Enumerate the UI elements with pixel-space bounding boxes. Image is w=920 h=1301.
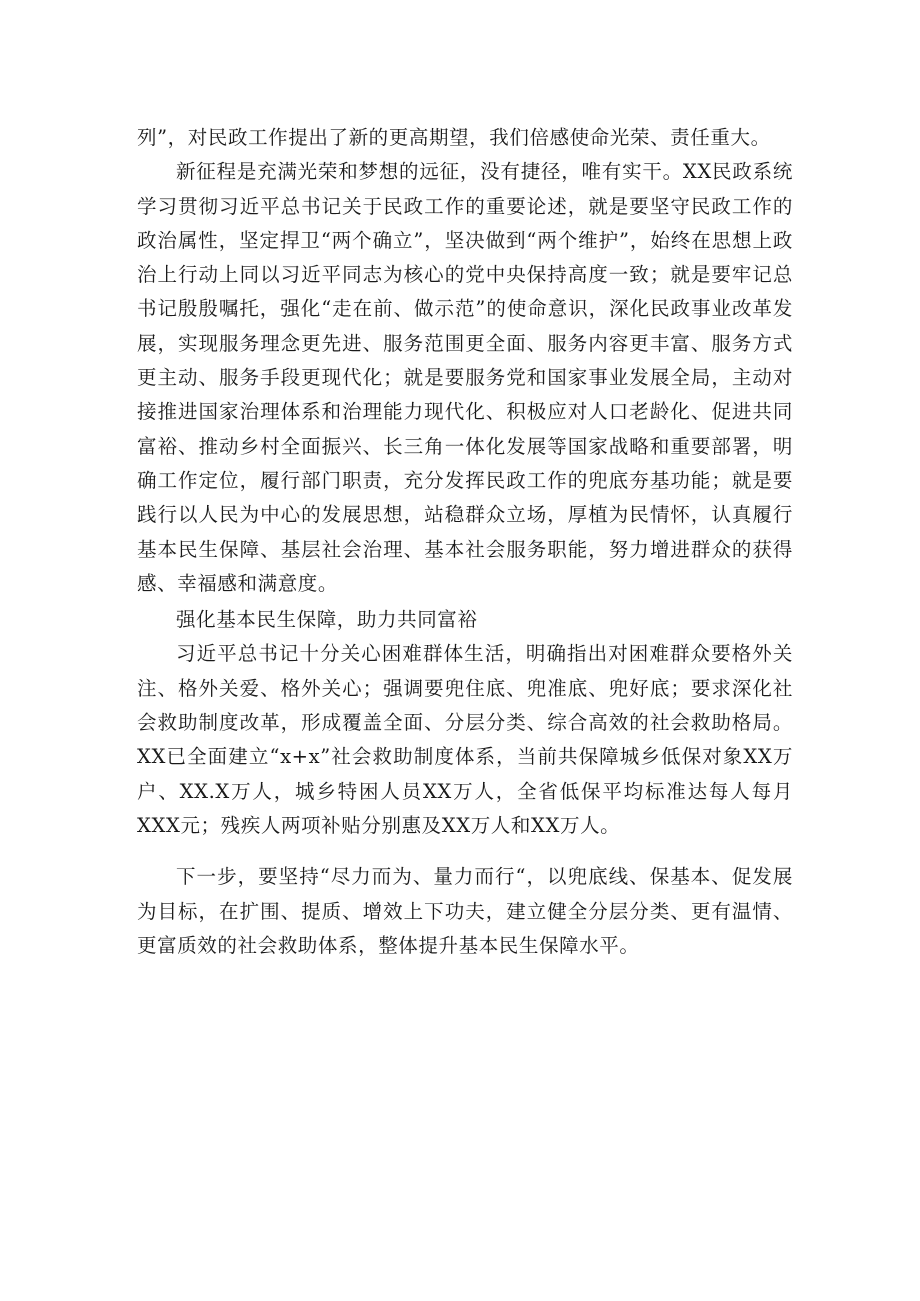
document-body: [137, 121, 793, 963]
section-heading: 强化基本民生保障，助力共同富裕: [176, 608, 478, 632]
paragraph-social-assistance: 习近平总书记十分关心困难群体生活，明确指出对困难群众要格外关注、格外关爱、格外关心；强调要兜住底、兜准底、兜好底；要求深化社会救助制度改革，形成覆盖全面、分层分类、综合高效的社会救助格局。XX已全面建立“x+x”社会救助制度体系，当前共保障城乡低保对象XX万户、XX.X万人，城乡特困人员XX万人，全省低保平均标准达每人每月XXX元；残疾人两项补贴分别惠及XX万人和XX万人。: [137, 642, 793, 837]
paragraph-spacer: [137, 843, 793, 860]
paragraph-new-journey: 新征程是充满光荣和梦想的远征，没有捷径，唯有实干。XX民政系统学习贯彻习近平总书记关于民政工作的重要论述，就是要坚守民政工作的政治属性，坚定捍卫“两个确立”，坚决做到“两个维护”，始终在思想上政治上行动上同以习近平同志为核心的党中央保持高度一致；就是要牢记总书记殷殷嘱托，强化“走在前、做示范”的使命意识，深化民政事业改革发展，实现服务理念更先进、服务范围更全面、服务内容更丰富、服务方式更主动、服务手段更现代化；就是要服务党和国家事业发展全局，主动对接推进国家治理体系和治理能力现代化、积极应对人口老龄化、促进共同富裕、推动乡村全面振兴、长三角一体化发展等国家战略和重要部署，明确工作定位，履行部门职责，充分发挥民政工作的兜底夯基功能；就是要践行以人民为中心的发展思想，站稳群众立场，厚植为民情怀，认真履行基本民生保障、基层社会治理、基本社会服务职能，努力增进群众的获得感、幸福感和满意度。: [137, 160, 793, 595]
paragraph-next-step: 下一步，要坚持“尽力而为、量力而行“，以兜底线、保基本、促发展为目标，在扩围、提质、增效上下功夫，建立健全分层分类、更有温情、更富质效的社会救助体系，整体提升基本民生保障水平。: [137, 865, 793, 957]
paragraph-continuation: 列”，对民政工作提出了新的更高期望，我们倍感使命光荣、责任重大。: [137, 126, 771, 149]
